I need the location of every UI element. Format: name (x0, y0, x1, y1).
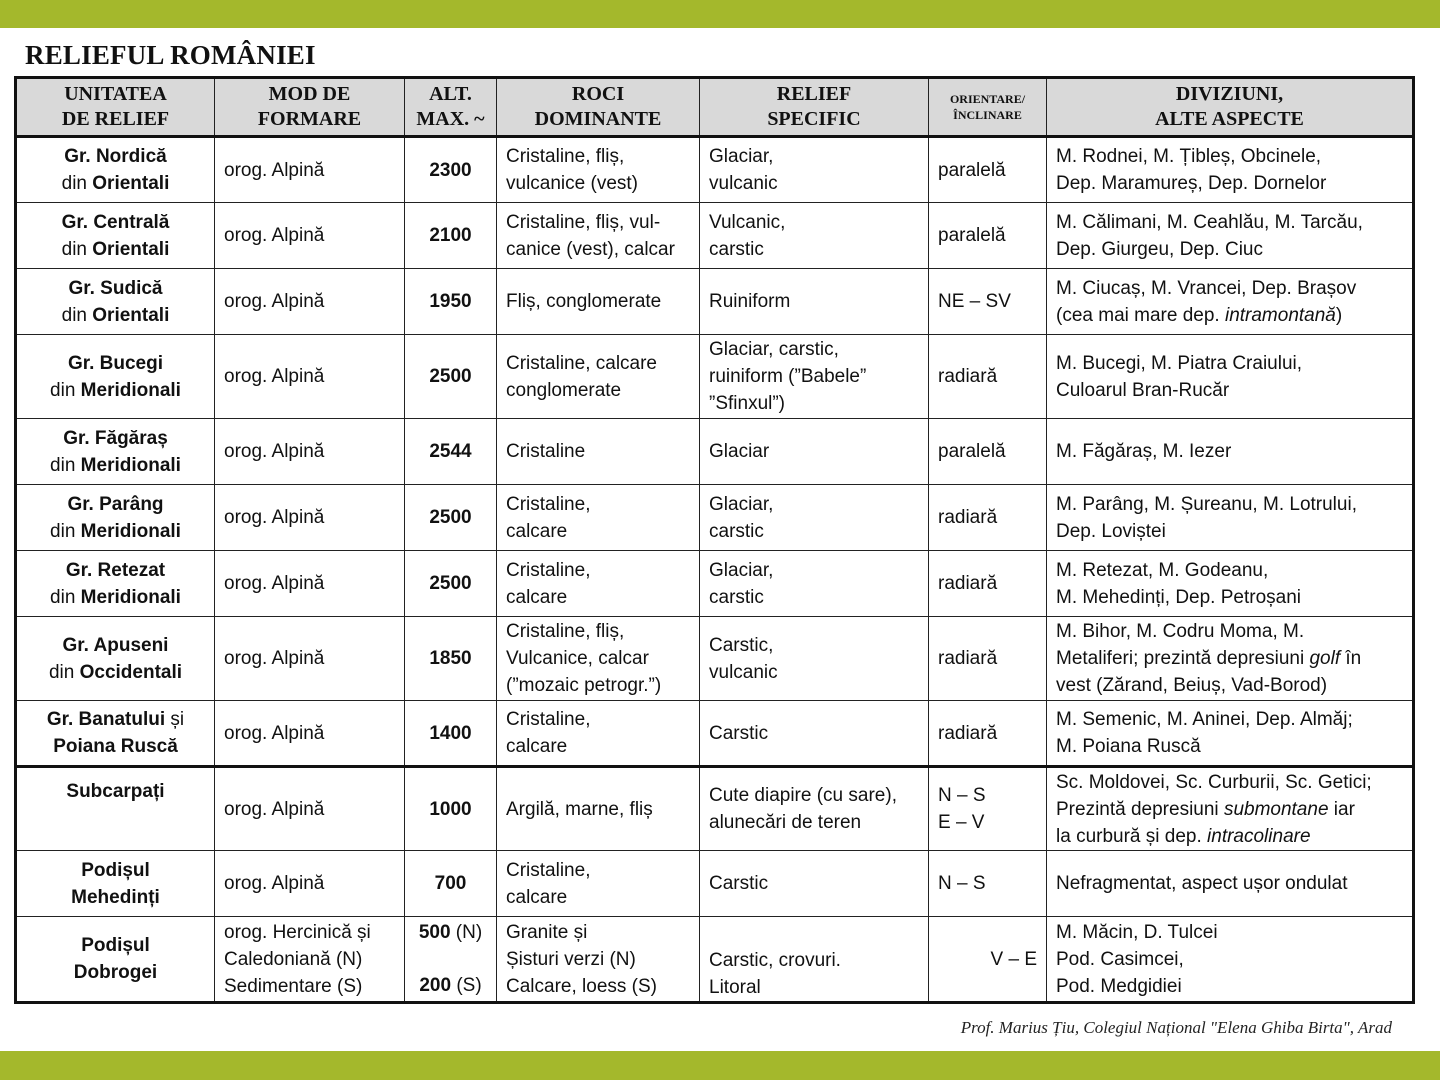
roci-cell: Cristaline, fliș, vulcanice (vest) (497, 137, 700, 203)
unit-cell: Gr. Bucegi din Meridionali (16, 335, 215, 419)
roci-cell: Cristaline, calcare (497, 701, 700, 767)
mod-cell: orog. Alpină (215, 551, 405, 617)
table-row (16, 617, 1414, 701)
header-unitatea: UNITATEA DE RELIEF (16, 78, 215, 137)
mod-cell: orog. Alpină (215, 701, 405, 767)
orient-cell: V – E (929, 917, 1047, 1003)
orient-cell: radiară (929, 617, 1047, 701)
relief-cell: Carstic, vulcanic (700, 617, 929, 701)
relief-cell: Ruiniform (700, 269, 929, 335)
roci-cell: Cristaline, fliș, vul- canice (vest), calcar (497, 203, 700, 269)
div-cell: M. Semenic, M. Aninei, Dep. Almăj; M. Poiana Ruscă (1047, 701, 1414, 767)
alt-cell: 2500 (405, 335, 497, 419)
div-cell: Sc. Moldovei, Sc. Curburii, Sc. Getici; Prezintă depresiuni submontane iar la curbură și dep. intracolinare (1047, 767, 1414, 851)
div-cell: M. Făgăraș, M. Iezer (1047, 419, 1414, 485)
header-relief-specific: RELIEF SPECIFIC (700, 78, 929, 137)
mod-cell: orog. Alpină (215, 335, 405, 419)
roci-cell: Cristaline, calcare (497, 485, 700, 551)
roci-cell: Cristaline (497, 419, 700, 485)
roci-cell: Granite și Șisturi verzi (N) Calcare, loess (S) (497, 917, 700, 1003)
header-alt-max: ALT. MAX. ~ (405, 78, 497, 137)
relief-cell: Carstic (700, 701, 929, 767)
header-mod-formare: MOD DE FORMARE (215, 78, 405, 137)
relief-cell: Glaciar (700, 419, 929, 485)
div-cell: M. Măcin, D. Tulcei Pod. Casimcei, Pod. Medgidiei (1047, 917, 1414, 1003)
table-row (16, 203, 1414, 269)
mod-cell: orog. Alpină (215, 419, 405, 485)
table-row (16, 701, 1414, 767)
alt-cell: 2544 (405, 419, 497, 485)
alt-cell: 1000 (405, 767, 497, 851)
unit-cell: Gr. Retezat din Meridionali (16, 551, 215, 617)
unit-cell: Gr. Nordică din Orientali (16, 137, 215, 203)
alt-cell: 700 (405, 851, 497, 917)
orient-cell: paralelă (929, 203, 1047, 269)
alt-cell: 1400 (405, 701, 497, 767)
unit-cell: Gr. Banatului și Poiana Ruscă (16, 701, 215, 767)
alt-cell: 2500 (405, 551, 497, 617)
unit-cell: Gr. Centrală din Orientali (16, 203, 215, 269)
div-cell: M. Parâng, M. Șureanu, M. Lotrului, Dep. Loviștei (1047, 485, 1414, 551)
orient-cell: radiară (929, 335, 1047, 419)
mod-cell: orog. Alpină (215, 137, 405, 203)
mod-cell: orog. Hercinică și Caledoniană (N) Sedimentare (S) (215, 917, 405, 1003)
table-row (16, 269, 1414, 335)
orient-cell: NE – SV (929, 269, 1047, 335)
alt-cell: 2100 (405, 203, 497, 269)
table-row (16, 917, 1414, 1003)
roci-cell: Cristaline, calcare conglomerate (497, 335, 700, 419)
unit-cell: Gr. Sudică din Orientali (16, 269, 215, 335)
relief-table (14, 76, 1415, 1004)
orient-cell: radiară (929, 485, 1047, 551)
mod-cell: orog. Alpină (215, 485, 405, 551)
div-cell: M. Călimani, M. Ceahlău, M. Tarcău, Dep. Giurgeu, Dep. Ciuc (1047, 203, 1414, 269)
orient-cell: N – S E – V (929, 767, 1047, 851)
alt-cell: 2300 (405, 137, 497, 203)
div-cell: M. Rodnei, M. Țibleș, Obcinele, Dep. Maramureș, Dep. Dornelor (1047, 137, 1414, 203)
relief-cell: Cute diapire (cu sare), alunecări de teren (700, 767, 929, 851)
roci-cell: Fliș, conglomerate (497, 269, 700, 335)
orient-cell: paralelă (929, 137, 1047, 203)
table-row (16, 335, 1414, 419)
table-row (16, 551, 1414, 617)
div-cell: M. Bucegi, M. Piatra Craiului, Culoarul Bran-Rucăr (1047, 335, 1414, 419)
unit-cell: Gr. Parâng din Meridionali (16, 485, 215, 551)
mod-cell: orog. Alpină (215, 269, 405, 335)
mod-cell: orog. Alpină (215, 851, 405, 917)
unit-cell: Subcarpați (16, 767, 215, 851)
page-title: RELIEFUL ROMÂNIEI (25, 40, 316, 70)
header-row (16, 78, 1414, 137)
relief-cell: Glaciar, carstic (700, 485, 929, 551)
table-row (16, 767, 1414, 851)
mod-cell: orog. Alpină (215, 617, 405, 701)
relief-cell: Carstic (700, 851, 929, 917)
roci-cell: Argilă, marne, fliș (497, 767, 700, 851)
orient-cell: paralelă (929, 419, 1047, 485)
roci-cell: Cristaline, calcare (497, 851, 700, 917)
relief-cell: Vulcanic, carstic (700, 203, 929, 269)
alt-cell: 1950 (405, 269, 497, 335)
mod-cell: orog. Alpină (215, 203, 405, 269)
table-row (16, 851, 1414, 917)
bottom-color-band (0, 1051, 1440, 1080)
alt-cell: 1850 (405, 617, 497, 701)
alt-cell: 500 (N) 200 (S) (405, 917, 497, 1003)
unit-cell: Podișul Dobrogei (16, 917, 215, 1003)
table-row (16, 419, 1414, 485)
roci-cell: Cristaline, calcare (497, 551, 700, 617)
header-orientare: ORIENTARE/ ÎNCLINARE (929, 78, 1047, 137)
roci-cell: Cristaline, fliș, Vulcanice, calcar (”mozaic petrogr.”) (497, 617, 700, 701)
div-cell: Nefragmentat, aspect ușor ondulat (1047, 851, 1414, 917)
relief-cell: Glaciar, carstic, ruiniform (”Babele” ”Sfinxul”) (700, 335, 929, 419)
table-row (16, 137, 1414, 203)
unit-cell: Gr. Apuseni din Occidentali (16, 617, 215, 701)
div-cell: M. Retezat, M. Godeanu, M. Mehedinți, Dep. Petroșani (1047, 551, 1414, 617)
orient-cell: N – S (929, 851, 1047, 917)
relief-cell: Carstic, crovuri. Litoral (700, 917, 929, 1003)
top-color-band (0, 0, 1440, 28)
table-row (16, 485, 1414, 551)
unit-cell: Podișul Mehedinți (16, 851, 215, 917)
div-cell: M. Ciucaș, M. Vrancei, Dep. Brașov (cea mai mare dep. intramontană) (1047, 269, 1414, 335)
relief-cell: Glaciar, carstic (700, 551, 929, 617)
relief-cell: Glaciar, vulcanic (700, 137, 929, 203)
unit-cell: Gr. Făgăraș din Meridionali (16, 419, 215, 485)
div-cell: M. Bihor, M. Codru Moma, M. Metaliferi; prezintă depresiuni golf în vest (Zărand, Beiuș, Vad-Borod) (1047, 617, 1414, 701)
orient-cell: radiară (929, 701, 1047, 767)
alt-cell: 2500 (405, 485, 497, 551)
header-diviziuni: DIVIZIUNI, ALTE ASPECTE (1047, 78, 1414, 137)
author-credit: Prof. Marius Țiu, Colegiul Național "Elena Ghiba Birta", Arad (960, 1018, 1392, 1037)
mod-cell: orog. Alpină (215, 767, 405, 851)
orient-cell: radiară (929, 551, 1047, 617)
header-roci: ROCI DOMINANTE (497, 78, 700, 137)
